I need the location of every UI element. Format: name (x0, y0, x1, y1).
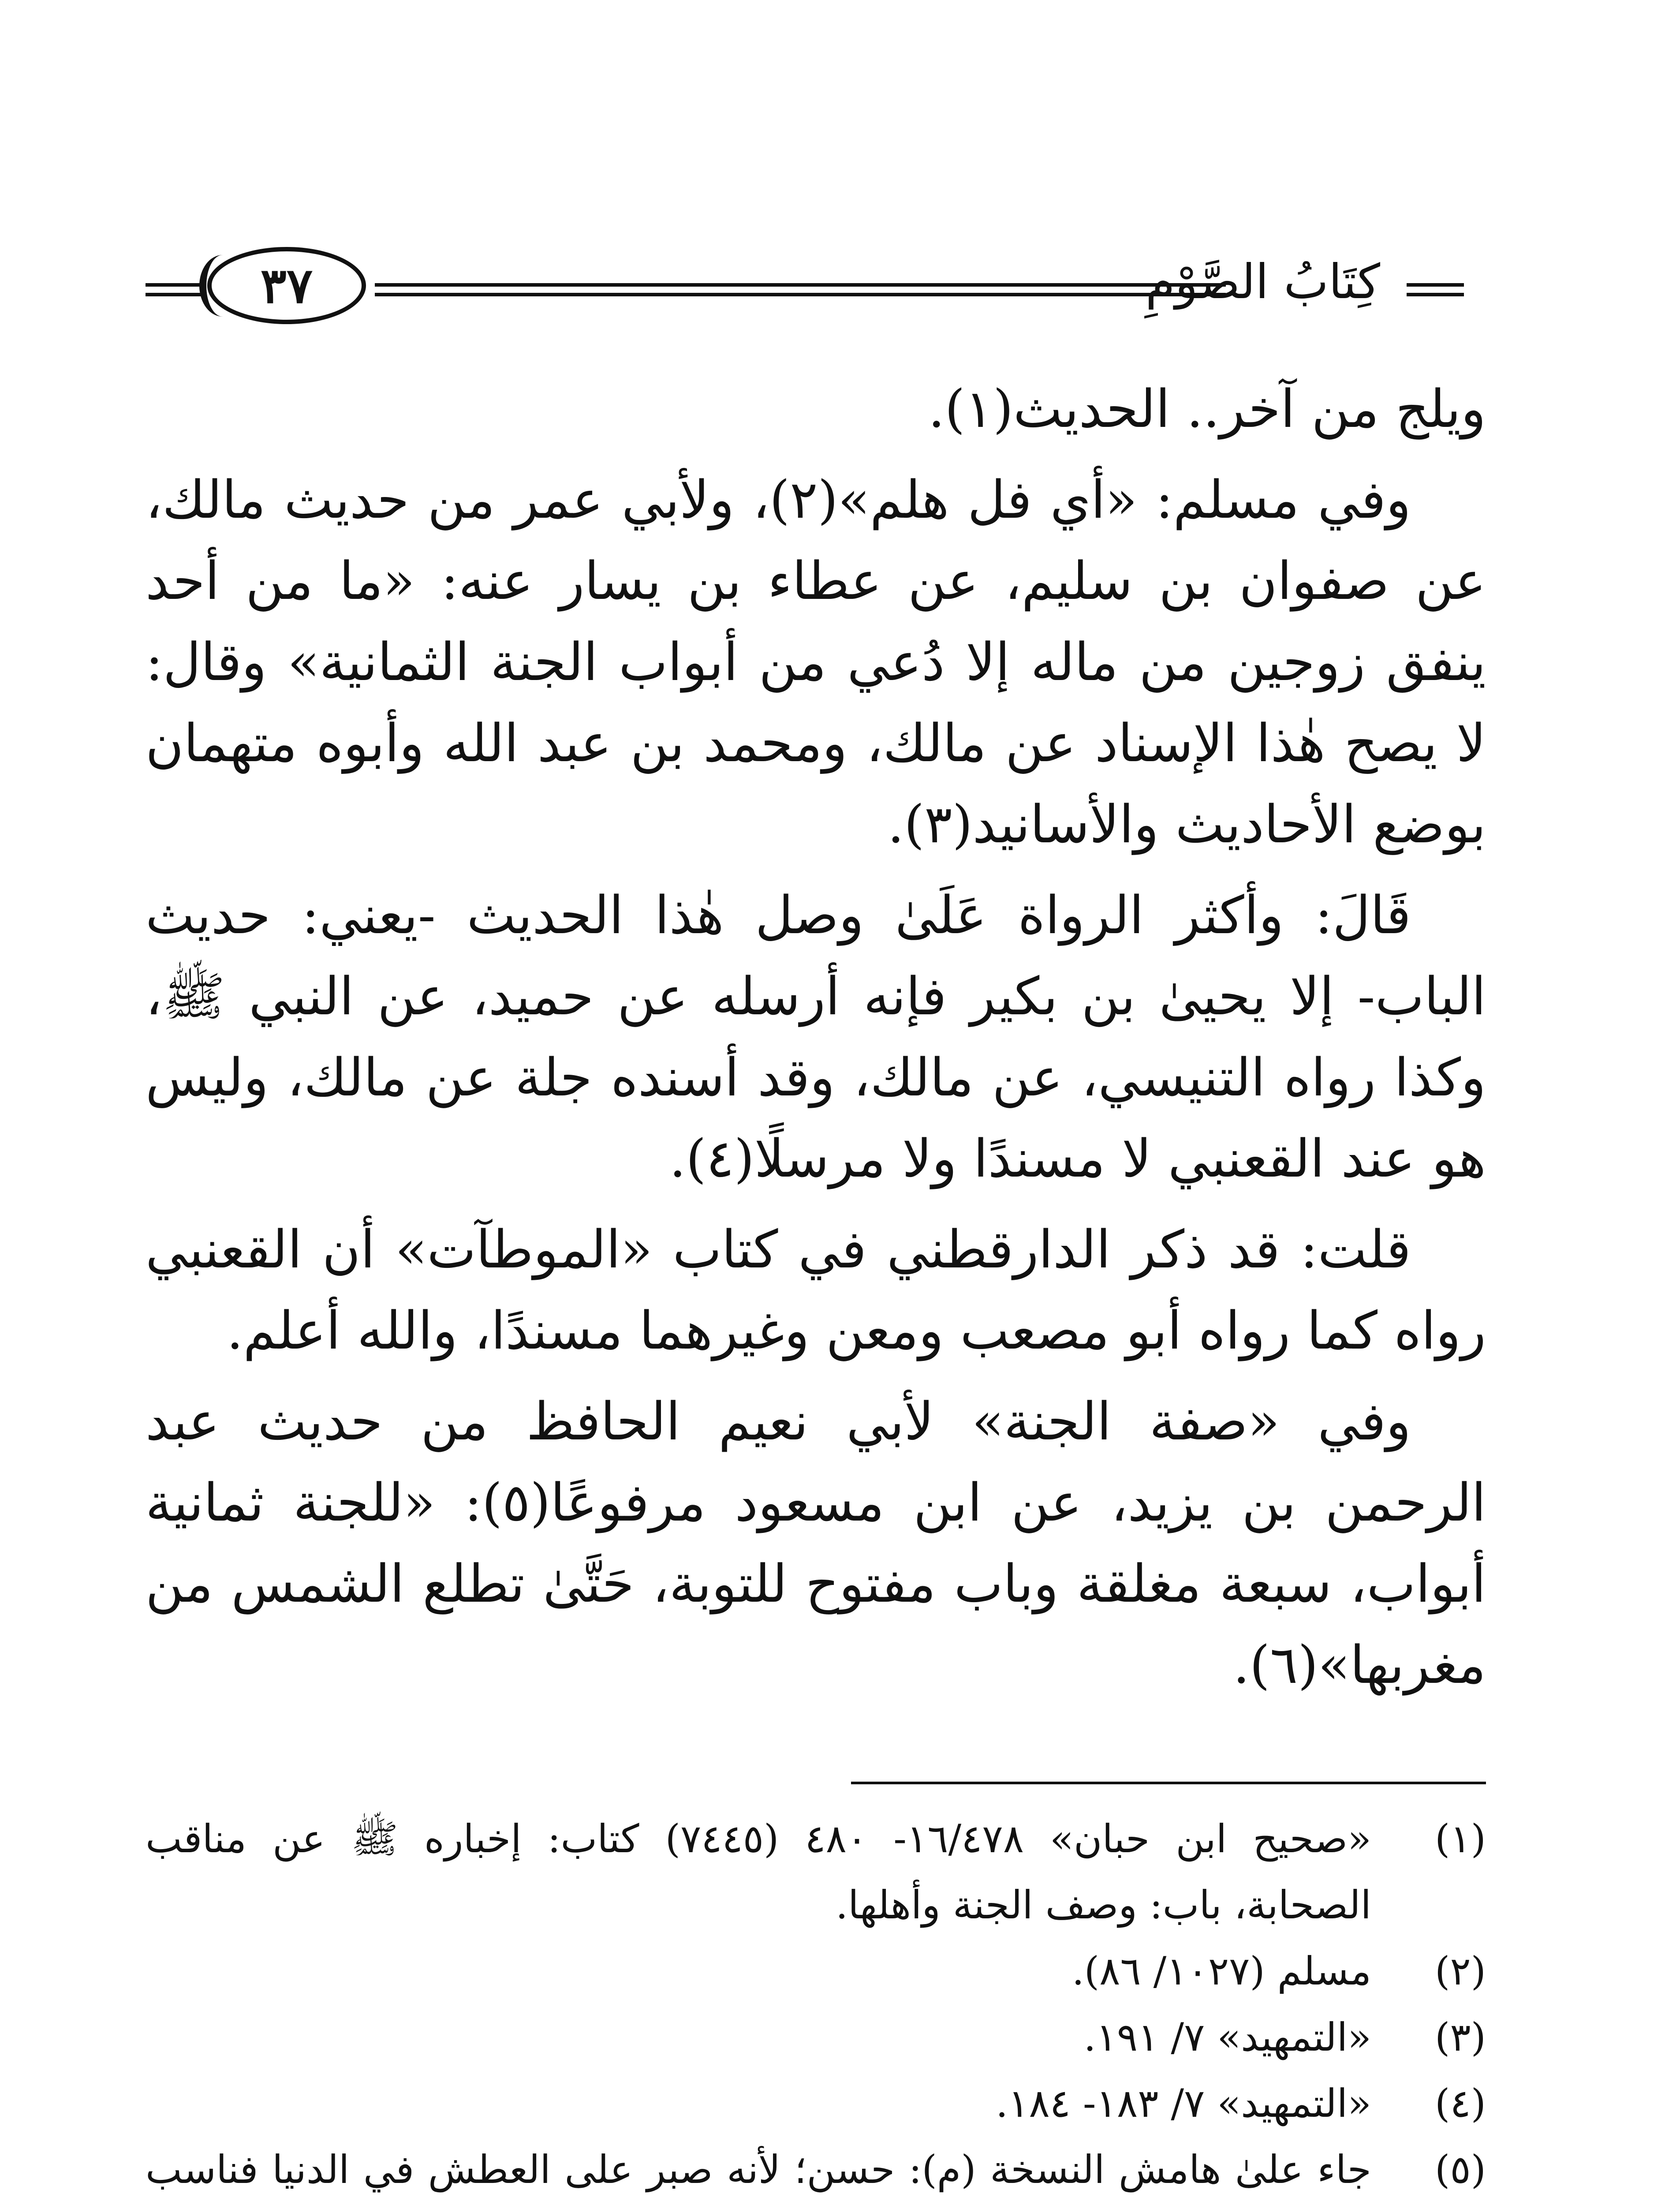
footnote (146, 2004, 1486, 2070)
paragraph: قلت: قد ذكر الدارقطني في كتاب «الموطآت» أن القعنبي رواه كما رواه أبو مصعب ومعن وغيرهما مسندًا، والله أعلم. (146, 1219, 1486, 1361)
footnote-text: «التمهيد» ٧/ ١٩١. (1083, 2014, 1371, 2060)
main-text (146, 368, 1486, 1715)
header-rule-middle (375, 283, 1226, 287)
footnotes-list (146, 1806, 1486, 2205)
footnote-text: «التمهيد» ٧/ ١٨٣- ١٨٤. (996, 2081, 1371, 2126)
footnote (146, 1806, 1486, 1938)
footnote (146, 2137, 1486, 2205)
footnote (146, 1938, 1486, 2004)
footnote-text: جاء علىٰ هامش النسخة (م): حسن؛ لأنه صبر على العطش في الدنيا فناسب (146, 2147, 1371, 2192)
footnote-separator (851, 1782, 1486, 1784)
page-number: ٣٧ (260, 257, 313, 314)
paragraph: قَالَ: وأكثر الرواة عَلَىٰ وصل هٰذا الحديث -يعني: حديث الباب- إلا يحيىٰ بن بكير فإنه أرسله عن حميد، عن النبي ﷺ، وكذا رواه التنيسي، عن مالك، وقد أسنده جلة عن مالك، وليس هو عند القعنبي لا مسندًا ولا مرسلًا(٤). (146, 885, 1486, 1189)
header-rule-right (1407, 283, 1464, 287)
book-title: كِتَابُ الصَّوْمِ (1145, 254, 1380, 310)
footnote-number: (١) (1435, 1816, 1486, 1861)
footnote-number: (٥) (1435, 2147, 1486, 2192)
footnote-text: مسلم (١٠٢٧/ ٨٦). (1071, 1948, 1371, 1994)
paragraph: وفي مسلم: «أي فل هلم»(٢)، ولأبي عمر من حديث مالك، عن صفوان بن سليم، عن عطاء بن يسار عنه: «ما من أحد ينفق زوجين من ماله إلا دُعي من أبواب الجنة الثمانية» وقال: لا يصح هٰذا الإسناد عن مالك، ومحمد بن عبد الله وأبوه متهمان بوضع الأحاديث والأسانيد(٣). (146, 469, 1486, 855)
footnote (146, 2070, 1486, 2137)
footnote-text: «صحيح ابن حبان» ١٦/٤٧٨- ٤٨٠ (٧٤٤٥) كتاب: إخباره ﷺ عن مناقب الصحابة، باب: وصف الجنة وأهلها. (146, 1816, 1372, 1928)
running-header (146, 243, 1464, 331)
footnote-number: (٤) (1435, 2081, 1486, 2126)
header-rule-left (146, 283, 203, 287)
paragraph: ويلج من آخر.. الحديث(١). (928, 378, 1486, 439)
footnote-number: (٢) (1435, 1948, 1486, 1994)
footnote-number: (٣) (1435, 2014, 1486, 2060)
paragraph: وفي «صفة الجنة» لأبي نعيم الحافظ من حديث عبد الرحمن بن يزيد، عن ابن مسعود مرفوعًا(٥): «للجنة ثمانية أبواب، سبعة مغلقة وباب مفتوح للتوبة، حَتَّىٰ تطلع الشمس من مغربها»(٦). (146, 1391, 1486, 1695)
page-number-frame (207, 247, 366, 324)
